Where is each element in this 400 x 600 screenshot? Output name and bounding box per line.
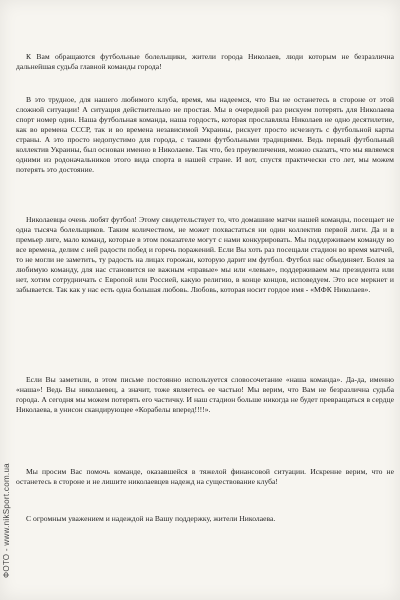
letter-paragraph-fans: Николаевцы очень любят футбол! Этому свидетельствует то, что домашние матчи нашей команды, посещает не одна тысяча болельщиков. Таким количеством, не может похвастаться ни один коллектив первой лиги. Да и в премьер лиге, мало команд, которые в этом показателе могут с нами конкурировать. Мы поддерживаем команду во все времена, делим с ней радости побед и горечь поражений. Если Вы хоть раз посещали стадион во время матчей, то не могли не заметить, ту радость на лицах горожан, которую дарит им футбол. Футбол нас объединяет. Болея за любимую команду, для нас становится не важным «правые» мы или «левые», поддерживаем мы президента или нет, хотим сотрудничать с Европой или Россией, какую религию, в конце концов, исповедуем. Это все меркнет и забывается. Так как у нас есть одна большая любовь. Любовь, которая носит гордое имя - «МФК Николаев». [16,215,394,294]
letter-greeting: К Вам обращаются футбольные болельщики, жители города Николаев, люди которым не безразлична дальнейшая судьба главной команды города! [16,52,394,71]
letter-body [16,52,394,562]
letter-paragraph-situation: В это трудное, для нашего любимого клуба, время, мы надеемся, что Вы не останетесь в стороне от этой сложной ситуации! А ситуация действительно не простая. Мы в очередной раз рискуем потерять для Николаева спорт номер один. Наша футбольная команда, наша гордость, которая прославляла Николаев не одно десятилетие, как во времена СССР, так и во времена независимой Украины, рискует просто исчезнуть с футбольной карты страны. А это просто недопустимо для города, с такими футбольными традициями. Ведь первый футбольный коллектив Украины, был основан именно в Николаеве. Так что, без преувеличения, можно сказать, что мы являемся одними из родоначальников этого вида спорта в нашей стране. И вот, спустя практически сто лет, мы можем потерять это достояние. [16,95,394,174]
watermark-text: ФОТО - www.nikSport.com.ua [1,462,11,578]
letter-signature: С огромным уважением и надеждой на Вашу поддержку, жители Николаева. [26,514,276,523]
letter-paragraph-request: Мы просим Вас помочь команде, оказавшейся в тяжелой финансовой ситуации. Искренне верим, что не останетесь в стороне и не лишите николаевцев надежд на существование клуба! [16,467,394,486]
photo-credit-watermark [0,440,14,600]
letter-paragraph-our-team: Если Вы заметили, в этом письме постоянно используется словосочетание «наша команда». Да-да, именно «наша»! Ведь Вы николаевец, а значит, тоже являетесь ее частью! Мы верим, что Вам не безразлична судьба города. А сегодня мы можем потерять его частичку. И наш стадион больше никогда не будет превращаться в сердце Николаева, в унисон скандирующее «Корабелы вперед!!!!». [16,375,394,414]
